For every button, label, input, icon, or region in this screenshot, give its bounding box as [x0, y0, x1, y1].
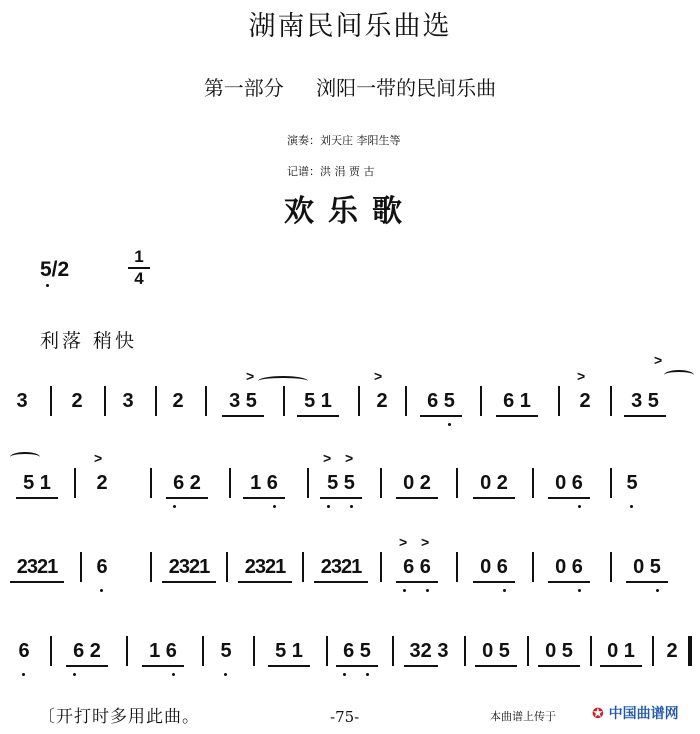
barline: [405, 386, 407, 416]
low-octave-dot: [100, 589, 103, 592]
notation-credit: 记谱：洪 涓 贾 古: [287, 165, 375, 178]
note-group: [548, 556, 590, 578]
underline-beam: [314, 581, 368, 583]
accent-mark: >: [421, 534, 430, 550]
underline-beam: [496, 415, 538, 417]
note-group: [16, 472, 58, 494]
low-octave-dot: [350, 505, 353, 508]
underline-beam: [548, 497, 590, 499]
note-text: 5 5: [327, 472, 355, 494]
note-group: [222, 390, 264, 412]
note-text: 0 6: [480, 556, 508, 578]
low-octave-dot: [578, 589, 581, 592]
accent-mark: >: [577, 368, 586, 384]
barline: [202, 636, 204, 666]
score-row-3: [0, 536, 700, 596]
barline: [126, 636, 128, 666]
underline-beam: [16, 497, 58, 499]
low-octave-dot: [343, 673, 346, 676]
note-text: 6 6: [403, 556, 431, 578]
barline: [652, 636, 654, 666]
note-group: 2: [579, 390, 591, 412]
note-group: [620, 472, 644, 494]
note-text: 5: [626, 472, 638, 494]
underline-beam: [268, 665, 310, 667]
barline: [380, 552, 382, 582]
barline: [610, 552, 612, 582]
note-group: 3: [122, 390, 134, 412]
note-group: [214, 640, 238, 662]
low-octave-dot: [173, 505, 176, 508]
note-group: [162, 556, 216, 578]
low-octave-dot: [172, 673, 175, 676]
underline-beam: [320, 497, 362, 499]
note-text: 5 1: [304, 390, 332, 412]
key-signature: 5/2: [40, 258, 70, 281]
underline-beam: [396, 497, 438, 499]
part-title: 第一部分 浏阳一带的民间乐曲: [203, 76, 497, 100]
piece-title: 欢乐歌: [284, 194, 416, 229]
underline-beam: [396, 581, 438, 583]
note-text: 5: [220, 640, 232, 662]
note-text: 0 2: [403, 472, 431, 494]
underline-beam: [10, 581, 64, 583]
note-text: 2321: [168, 556, 210, 578]
underline-beam: [538, 665, 580, 667]
score-row-1: [0, 352, 700, 430]
end-barline: [688, 636, 692, 666]
barline: [480, 386, 482, 416]
underline-beam: [166, 497, 208, 499]
barline: [610, 468, 612, 498]
underline-beam: [297, 415, 339, 417]
barline: [150, 552, 152, 582]
note-group: 3: [16, 390, 28, 412]
note-group: [268, 640, 310, 662]
barline: [253, 636, 255, 666]
low-octave-dot: [578, 505, 581, 508]
note-text: 2321: [16, 556, 58, 578]
note-group: [12, 640, 36, 662]
barline: [283, 386, 285, 416]
low-octave-dot: [273, 505, 276, 508]
underline-beam: [475, 665, 517, 667]
slur-mark: [258, 376, 308, 386]
note-text: 6 2: [73, 640, 101, 662]
barline: [532, 552, 534, 582]
note-group: [548, 472, 590, 494]
underline-beam: [624, 415, 666, 417]
note-text: 6: [18, 640, 30, 662]
barline: [326, 636, 328, 666]
score-row-2: [0, 452, 700, 512]
slur-mark: [10, 452, 40, 462]
barline: [205, 386, 207, 416]
barline: [80, 552, 82, 582]
underline-beam: [626, 581, 668, 583]
note-text: 5 1: [23, 472, 51, 494]
underline-beam: [473, 581, 515, 583]
time-signature-numerator: 1: [134, 247, 144, 266]
note-group: 2: [96, 472, 108, 494]
note-group: [420, 390, 462, 412]
performance-note: 〔开打时多用此曲。: [38, 707, 200, 727]
site-logo[interactable]: [592, 703, 679, 723]
note-group: [473, 556, 515, 578]
underline-beam: [142, 665, 184, 667]
barline: [74, 468, 76, 498]
underline-beam: [404, 665, 438, 667]
barline: [456, 552, 458, 582]
barline: [456, 468, 458, 498]
low-octave-dot: [656, 589, 659, 592]
note-text: 3 5: [229, 390, 257, 412]
note-group: [90, 556, 114, 578]
tempo-marking: 利落 稍快: [40, 330, 138, 352]
low-octave-dot: [22, 673, 25, 676]
note-group: 2: [376, 390, 388, 412]
barline: [155, 386, 157, 416]
book-title: 湖南民间乐曲选: [248, 11, 452, 42]
note-group: 2: [172, 390, 184, 412]
note-text: 5 1: [275, 640, 303, 662]
note-group: [626, 556, 668, 578]
accent-mark: >: [374, 368, 383, 384]
underline-beam: [473, 497, 515, 499]
low-octave-dot: [448, 423, 451, 426]
barline: [590, 636, 592, 666]
performers-credit: 演奏：刘天庄 李阳生等: [287, 134, 401, 147]
note-text: 6 5: [343, 640, 371, 662]
low-octave-dot: [630, 505, 633, 508]
note-group: 2: [666, 640, 678, 662]
accent-mark: >: [94, 450, 103, 466]
underline-beam: [222, 415, 264, 417]
note-group: [624, 390, 666, 412]
barline: [302, 552, 304, 582]
underline-beam: [420, 415, 462, 417]
barline: [380, 468, 382, 498]
barline: [229, 468, 231, 498]
note-group: [320, 472, 362, 494]
accent-mark: >: [323, 450, 332, 466]
note-group: [496, 390, 538, 412]
underline-beam: [600, 665, 642, 667]
note-group: [238, 556, 292, 578]
barline: [50, 386, 52, 416]
note-text: 0 5: [545, 640, 573, 662]
low-octave-dot: [366, 673, 369, 676]
barline: [307, 468, 309, 498]
note-text: 0 5: [482, 640, 510, 662]
note-group: [396, 556, 438, 578]
note-group: [600, 640, 642, 662]
underline-beam: [162, 581, 216, 583]
note-group: [243, 472, 285, 494]
logo-text: 中国曲谱网: [608, 706, 679, 722]
accent-mark: >: [345, 450, 354, 466]
low-octave-dot: [426, 589, 429, 592]
note-group: [166, 472, 208, 494]
accent-mark: >: [654, 352, 663, 368]
note-group: [475, 640, 517, 662]
barline: [226, 552, 228, 582]
note-group: [297, 390, 339, 412]
note-group: [314, 556, 368, 578]
accent-mark: >: [399, 534, 408, 550]
barline: [610, 386, 612, 416]
page-number: -75-: [330, 708, 360, 726]
low-octave-dot: [403, 589, 406, 592]
note-text: 0 5: [633, 556, 661, 578]
note-text: 2321: [244, 556, 286, 578]
note-text: 0 2: [480, 472, 508, 494]
accent-mark: >: [246, 368, 255, 384]
low-octave-dot: [503, 589, 506, 592]
logo-icon: ✪: [592, 706, 604, 722]
barline: [464, 636, 466, 666]
note-group: [66, 640, 108, 662]
note-text: 1 6: [250, 472, 278, 494]
slur-mark: [664, 370, 694, 380]
time-signature: [128, 248, 150, 288]
underline-beam: [548, 581, 590, 583]
underline-beam: [243, 497, 285, 499]
barline: [527, 636, 529, 666]
underline-beam: [336, 665, 378, 667]
note-group: [10, 556, 64, 578]
note-text: 0 6: [555, 472, 583, 494]
note-text: 1 6: [149, 640, 177, 662]
underline-beam: [66, 665, 108, 667]
key-low-octave-dot: [46, 284, 49, 287]
low-octave-dot: [73, 673, 76, 676]
underline-beam: [238, 581, 292, 583]
barline: [150, 468, 152, 498]
score-row-4: [0, 620, 700, 680]
barline: [50, 636, 52, 666]
note-group: 2: [71, 390, 83, 412]
barline: [358, 386, 360, 416]
note-text: 3 5: [631, 390, 659, 412]
note-group: [538, 640, 580, 662]
barline: [392, 636, 394, 666]
note-text: 6 2: [173, 472, 201, 494]
note-text: 6: [96, 556, 108, 578]
barline: [558, 386, 560, 416]
note-text: 0 1: [607, 640, 635, 662]
note-text: 0 6: [555, 556, 583, 578]
note-text: 2321: [320, 556, 362, 578]
low-octave-dot: [224, 673, 227, 676]
note-text: 6 5: [427, 390, 455, 412]
note-group: [404, 640, 454, 662]
barline: [532, 468, 534, 498]
note-group: [396, 472, 438, 494]
note-group: [336, 640, 378, 662]
time-signature-denominator: 4: [134, 269, 144, 288]
note-group: [142, 640, 184, 662]
barline: [104, 386, 106, 416]
source-text: 本曲谱上传于: [490, 710, 556, 723]
note-text: 6 1: [503, 390, 531, 412]
note-text: 32 3: [409, 640, 449, 662]
note-group: [473, 472, 515, 494]
low-octave-dot: [327, 505, 330, 508]
